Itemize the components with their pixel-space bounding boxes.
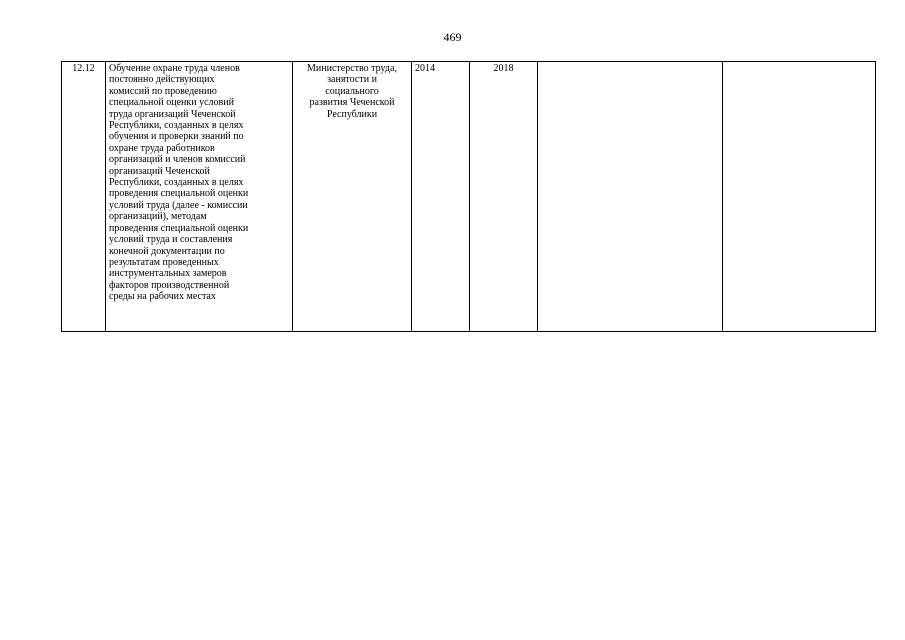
description-line: среды на рабочих местах (109, 291, 216, 303)
plan-table (61, 61, 876, 332)
start-year-cell (412, 62, 470, 332)
executor-line: занятости и (327, 74, 377, 86)
description-cell (106, 62, 293, 332)
executor-line: социального (325, 85, 379, 97)
description-line: организаций и членов комиссий (109, 154, 246, 166)
end-year-cell (470, 62, 538, 332)
item-number-cell (62, 62, 106, 332)
description-line: результатам проведенных (109, 256, 219, 268)
description-line: охране труда работников (109, 142, 215, 154)
description-line: организаций), методам (109, 211, 207, 223)
description-line: проведения специальной оценки (109, 222, 249, 234)
page-number: 469 (443, 30, 462, 44)
item-number: 12.12 (72, 63, 95, 74)
description-line: факторов производственной (109, 279, 230, 291)
description-line: специальной оценки условий (109, 97, 234, 109)
executor-line: Республики (326, 108, 378, 120)
description-line: инструментальных замеров (109, 268, 227, 280)
description-line: труда организаций Чеченской (109, 108, 236, 120)
executor-line: Министерство труда, (307, 63, 397, 74)
description-line: Обучение охране труда членов (109, 63, 240, 74)
executor-cell (293, 62, 412, 332)
description-line: условий труда (далее - комиссии (109, 199, 248, 211)
description-line: Республики, созданных в целях (109, 120, 244, 132)
description-line: обучения и проверки знаний по (109, 131, 244, 143)
description-line: условий труда и составления (109, 234, 233, 246)
end-year: 2018 (493, 63, 514, 74)
description-line: организаций Чеченской (109, 165, 210, 177)
empty-cell-8 (723, 62, 876, 332)
executor-line: развития Чеченской (309, 97, 395, 109)
description-line: комиссий по проведению (109, 85, 217, 97)
description-line: постоянно действующих (109, 74, 215, 86)
description-line: проведения специальной оценки (109, 188, 249, 200)
start-year: 2014 (415, 63, 435, 74)
table-row (62, 62, 876, 332)
description-line: конечной документации по (109, 245, 225, 257)
empty-cell-7 (538, 62, 723, 332)
description-line: Республики, созданных в целях (109, 177, 244, 189)
